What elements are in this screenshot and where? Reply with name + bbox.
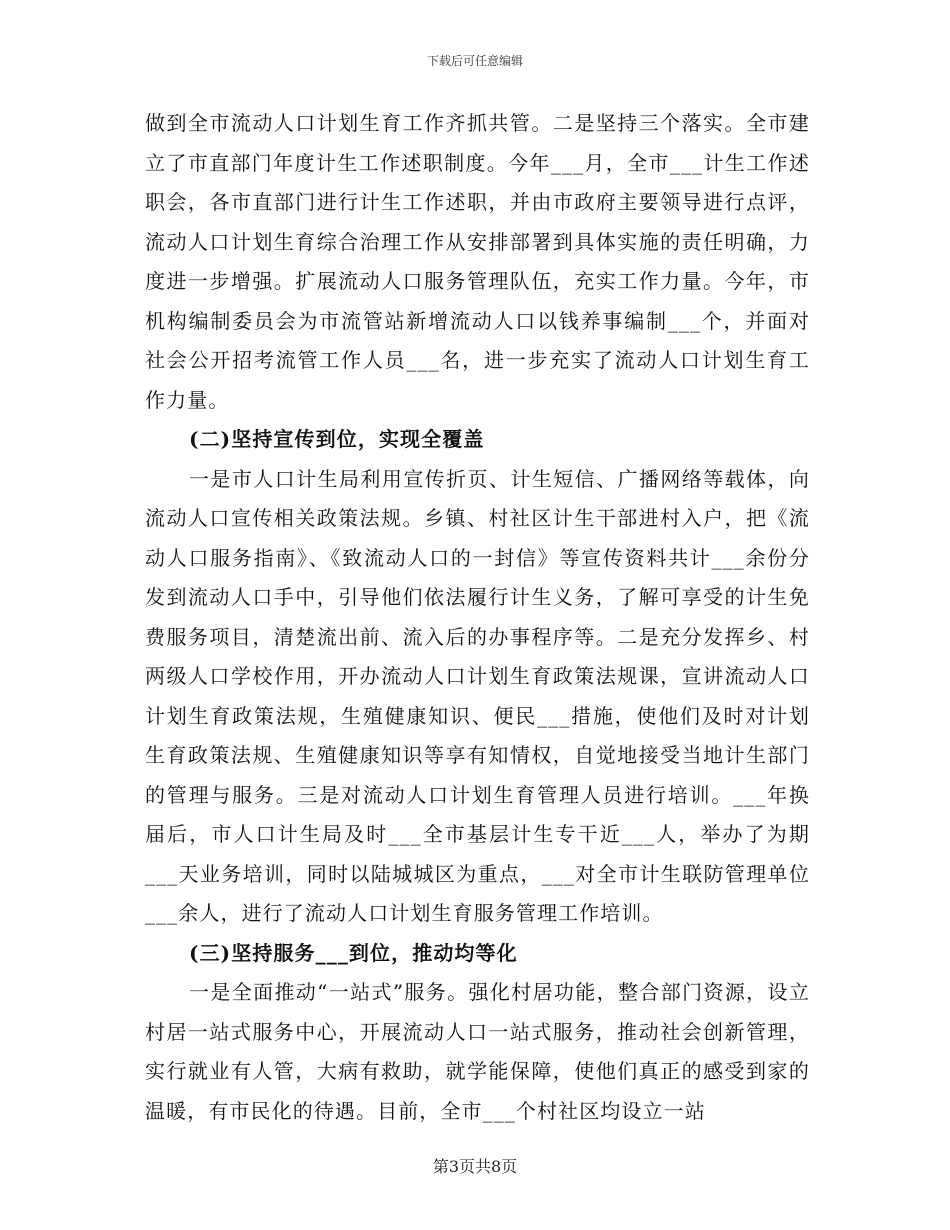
paragraph-1: 做到全市流动人口计划生育工作齐抓共管。二是坚持三个落实。全市建立了市直部门年度计生工作述职制度。今年___月，全市___计生工作述职会，各市直部门进行计生工作述职，并由市政府主要领导进行点评，流动人口计划生育综合治理工作从安排部署到具体实施的责任明确，力度进一步增强。扩展流动人口服务管理队伍，充实工作力量。今年，市机构编制委员会为市流管站新增流动人口以钱养事编制___个，并面对社会公开招考流管工作人员___名，进一步充实了流动人口计划生育工作力量。 bbox=[145, 111, 810, 412]
section-heading-3: (三)坚持服务___到位，推动均等化 bbox=[189, 940, 518, 965]
paragraph-3: 一是全面推动“一站式”服务。强化村居功能，整合部门资源，设立村居一站式服务中心，开展流动人口一站式服务，推动社会创新管理，实行就业有人管，大病有救助，就学能保障，使他们真正的感受到家的温暖，有市民化的待遇。目前，全市___个村社区均设立一站 bbox=[145, 980, 810, 1123]
page-number: 第3页共8页 bbox=[432, 1157, 518, 1176]
section-heading-2: (二)坚持宣传到位，实现全覆盖 bbox=[189, 427, 485, 451]
page-header-note: 下载后可任意编辑 bbox=[426, 54, 523, 68]
paragraph-2: 一是市人口计生局利用宣传折页、计生短信、广播网络等载体，向流动人口宣传相关政策法规。乡镇、村社区计生干部进村入户，把《流动人口服务指南》、《致流动人口的一封信》等宣传资料共计___余份分发到流动人口手中，引导他们依法履行计生义务，了解可享受的计生免费服务项目，清楚流出前、流入后的办事程序等。二是充分发挥乡、村两级人口学校作用，开办流动人口计划生育政策法规课，宣讲流动人口计划生育政策法规，生殖健康知识、便民___措施，使他们及时对计划生育政策法规、生殖健康知识等享有知情权，自觉地接受当地计生部门的管理与服务。三是对流动人口计划生育管理人员进行培训。___年换届后，市人口计生局及时___全市基层计生专干近___人，举办了为期___天业务培训，同时以陆城城区为重点，___对全市计生联防管理单位___余人，进行了流动人口计划生育服务管理工作培训。 bbox=[145, 466, 810, 925]
document-body bbox=[145, 104, 810, 1131]
